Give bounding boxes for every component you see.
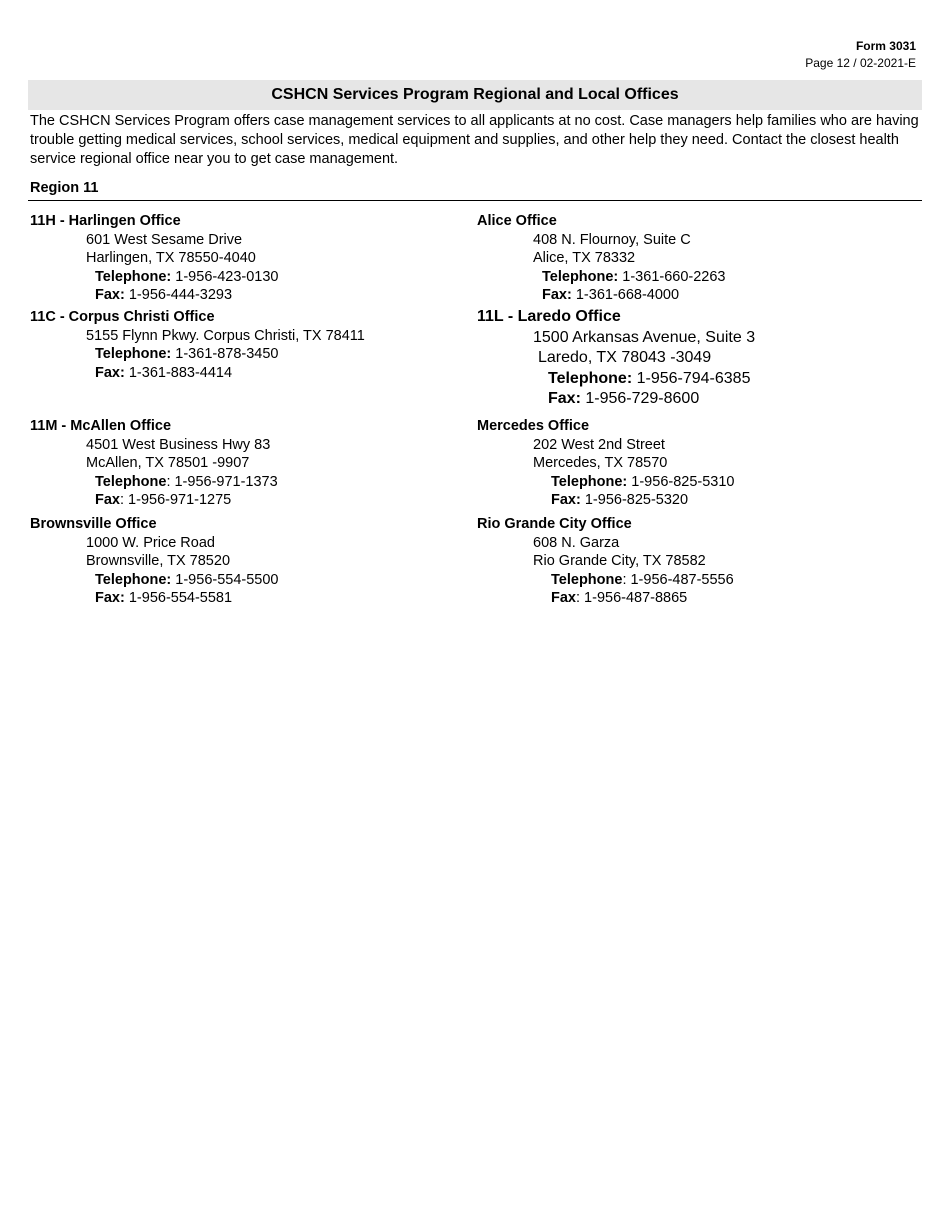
office-fax xyxy=(30,491,278,510)
office-corpus-christi xyxy=(30,308,365,382)
office-address-line-1: 608 N. Garza xyxy=(533,534,620,551)
office-address-line-1: 408 N. Flournoy, Suite C xyxy=(533,231,691,248)
office-fax xyxy=(30,286,279,305)
telephone-number: : 1-956-971-1373 xyxy=(166,473,278,490)
office-address-line-2: Brownsville, TX 78520 xyxy=(86,553,231,569)
office-address-line-2: Harlingen, TX 78550-4040 xyxy=(86,250,256,266)
fax-label: Fax: xyxy=(551,492,581,508)
region-heading: Region 11 xyxy=(30,180,99,196)
office-address-line-1: 1500 Arkansas Avenue, Suite 3 xyxy=(533,328,756,346)
office-name: 11L - Laredo Office xyxy=(477,308,621,325)
office-fax xyxy=(477,491,735,510)
office-fax xyxy=(477,286,726,305)
office-name: Mercedes Office xyxy=(477,418,590,434)
telephone-label: Telephone xyxy=(551,571,623,588)
office-address-line-1: 5155 Flynn Pkwy. Corpus Christi, TX 78411 xyxy=(86,327,365,344)
fax-number: : 1-956-971-1275 xyxy=(120,492,232,508)
office-telephone xyxy=(30,473,278,492)
office-telephone xyxy=(477,369,755,390)
office-harlingen xyxy=(30,212,279,305)
telephone-label: Telephone: xyxy=(95,346,172,362)
telephone-number: 1-361-878-3450 xyxy=(171,346,279,362)
fax-number: 1-361-668-4000 xyxy=(571,287,680,303)
fax-label: Fax: xyxy=(542,287,572,303)
office-name: Rio Grande City Office xyxy=(477,516,632,532)
office-address-line-2: McAllen, TX 78501 -9907 xyxy=(86,455,250,471)
office-fax xyxy=(30,364,365,383)
form-header xyxy=(805,38,916,72)
office-brownsville xyxy=(30,515,279,608)
fax-label: Fax: xyxy=(95,364,125,381)
office-address-line-1: 1000 W. Price Road xyxy=(86,534,215,551)
region-divider xyxy=(28,200,922,201)
fax-label: Fax: xyxy=(548,390,581,407)
page-title: CSHCN Services Program Regional and Local Offices xyxy=(28,80,922,110)
intro-paragraph: The CSHCN Services Program offers case management services to all applicants at no cost. Case managers help families who are having trouble getting medical services, school services, medical equipment and supplies, and other help they need. Contact the closest health service regional office near you to get case management. xyxy=(30,113,919,167)
telephone-label: Telephone: xyxy=(95,268,172,285)
office-address-line-1: 601 West Sesame Drive xyxy=(86,231,243,248)
office-name: 11C - Corpus Christi Office xyxy=(30,309,215,325)
telephone-number: 1-956-825-5310 xyxy=(627,473,735,490)
office-address-line-2: Alice, TX 78332 xyxy=(533,250,636,266)
fax-number: 1-956-729-8600 xyxy=(580,390,700,407)
fax-label: Fax xyxy=(95,492,120,508)
office-mcallen xyxy=(30,417,278,510)
office-alice xyxy=(477,212,726,305)
telephone-label: Telephone: xyxy=(542,268,619,285)
telephone-label: Telephone: xyxy=(548,369,633,387)
office-address-line-1: 202 West 2nd Street xyxy=(533,436,665,453)
office-fax xyxy=(477,389,755,410)
office-name: 11M - McAllen Office xyxy=(30,418,172,434)
telephone-number: 1-956-423-0130 xyxy=(171,268,279,285)
office-mercedes xyxy=(477,417,735,510)
fax-number: 1-956-825-5320 xyxy=(580,492,689,508)
office-address-line-2: Rio Grande City, TX 78582 xyxy=(533,553,706,569)
telephone-number: 1-956-554-5500 xyxy=(171,571,279,588)
office-address-line-2: Laredo, TX 78043 -3049 xyxy=(538,349,712,366)
office-telephone xyxy=(477,571,734,590)
office-rio-grande-city xyxy=(477,515,734,608)
telephone-label: Telephone: xyxy=(551,473,628,490)
fax-number: 1-361-883-4414 xyxy=(124,364,233,381)
office-telephone xyxy=(30,268,279,287)
office-telephone xyxy=(477,473,735,492)
fax-number: 1-956-554-5581 xyxy=(124,590,233,606)
fax-label: Fax xyxy=(551,590,576,606)
page-info: Page 12 / 02-2021-E xyxy=(805,56,916,70)
office-name: 11H - Harlingen Office xyxy=(30,213,181,229)
office-fax xyxy=(30,589,279,608)
telephone-label: Telephone xyxy=(95,473,167,490)
telephone-label: Telephone: xyxy=(95,571,172,588)
fax-label: Fax: xyxy=(95,590,125,606)
office-telephone xyxy=(30,345,365,364)
fax-label: Fax: xyxy=(95,287,125,303)
office-telephone xyxy=(30,571,279,590)
form-number: Form 3031 xyxy=(855,39,916,53)
fax-number: 1-956-444-3293 xyxy=(124,287,233,303)
office-laredo xyxy=(477,307,755,410)
office-name: Alice Office xyxy=(477,213,557,229)
telephone-number: : 1-956-487-5556 xyxy=(622,571,734,588)
telephone-number: 1-956-794-6385 xyxy=(632,369,751,387)
fax-number: : 1-956-487-8865 xyxy=(576,590,688,606)
office-address-line-1: 4501 West Business Hwy 83 xyxy=(86,436,271,453)
telephone-number: 1-361-660-2263 xyxy=(618,268,726,285)
office-telephone xyxy=(477,268,726,287)
office-address-line-2: Mercedes, TX 78570 xyxy=(533,455,668,471)
office-fax xyxy=(477,589,734,608)
office-name: Brownsville Office xyxy=(30,516,157,532)
